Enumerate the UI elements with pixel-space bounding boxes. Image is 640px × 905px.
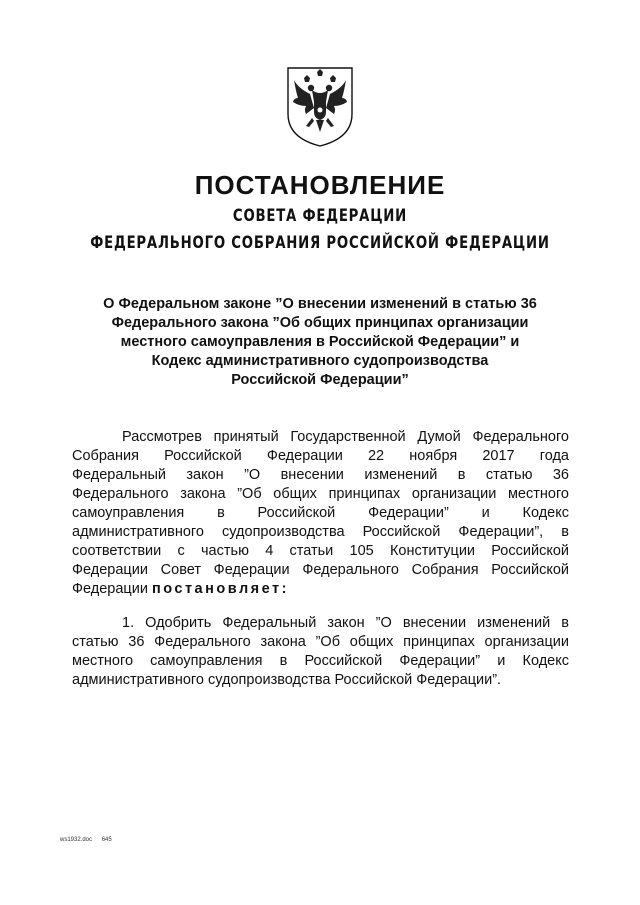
paragraph-line: 1. Одобрить Федеральный закон ”О внесении изменений в <box>122 615 569 631</box>
paragraph-line: Собрания Российской Федерации 22 ноября 2017 года <box>72 448 569 464</box>
paragraph-last-line <box>72 580 569 599</box>
paragraph-line: Федеральный закон ”О внесении изменений в статью 36 <box>72 467 569 483</box>
subject-line: Российской Федерации” <box>231 372 409 388</box>
subject-line: Федерального закона ”Об общих принципах организации <box>111 315 529 331</box>
document-title: ПОСТАНОВЛЕНИЕ <box>194 170 446 200</box>
document-subject <box>70 295 570 390</box>
footer-file-code: ws1932.doc <box>60 837 93 843</box>
paragraph-line: статью 36 Федерального закона ”Об общих принципах организации <box>72 634 569 650</box>
footer-number: 645 <box>101 837 112 843</box>
coat-of-arms-icon <box>284 62 356 148</box>
paragraph-line: административного судопроизводства Российской Федерации”. <box>72 672 502 688</box>
subject-line: Кодекс административного судопроизводства <box>151 353 489 369</box>
decree-colon: : <box>281 581 289 597</box>
subject-line: О Федеральном законе ”О внесении изменений в статью 36 <box>103 296 537 312</box>
paragraph-line: Федерации Совет Федерации Федерального Собрания Российской <box>72 562 569 578</box>
paragraph-line: местного самоуправления в Российской Федерации” и Кодекс <box>72 653 569 669</box>
paragraph-line: соответствии с частью 4 статьи 105 Конституции Российской <box>72 543 569 559</box>
subject-line: местного самоуправления в Российской Федерации” и <box>120 334 520 350</box>
paragraph-line: Рассмотрев принятый Государственной Думой Федерального <box>122 429 569 445</box>
paragraph-line-prefix: Федерации <box>72 581 148 597</box>
paragraph-line: административного судопроизводства Российской Федерации”, в <box>72 524 569 540</box>
document-footer <box>60 837 112 843</box>
document-subtitle-assembly: ФЕДЕРАЛЬНОГО СОБРАНИЯ РОССИЙСКОЙ ФЕДЕРАЦИИ <box>90 233 550 253</box>
paragraph-line: самоуправления в Российской Федерации” и Кодекс <box>72 505 569 521</box>
document-subtitle-council: СОВЕТА ФЕДЕРАЦИИ <box>232 206 408 226</box>
resolution-item-1 <box>72 614 569 690</box>
decree-word: постановляет <box>151 581 282 597</box>
paragraph-line: Федерального закона ”Об общих принципах организации местного <box>72 486 569 502</box>
preamble-paragraph <box>72 428 569 599</box>
